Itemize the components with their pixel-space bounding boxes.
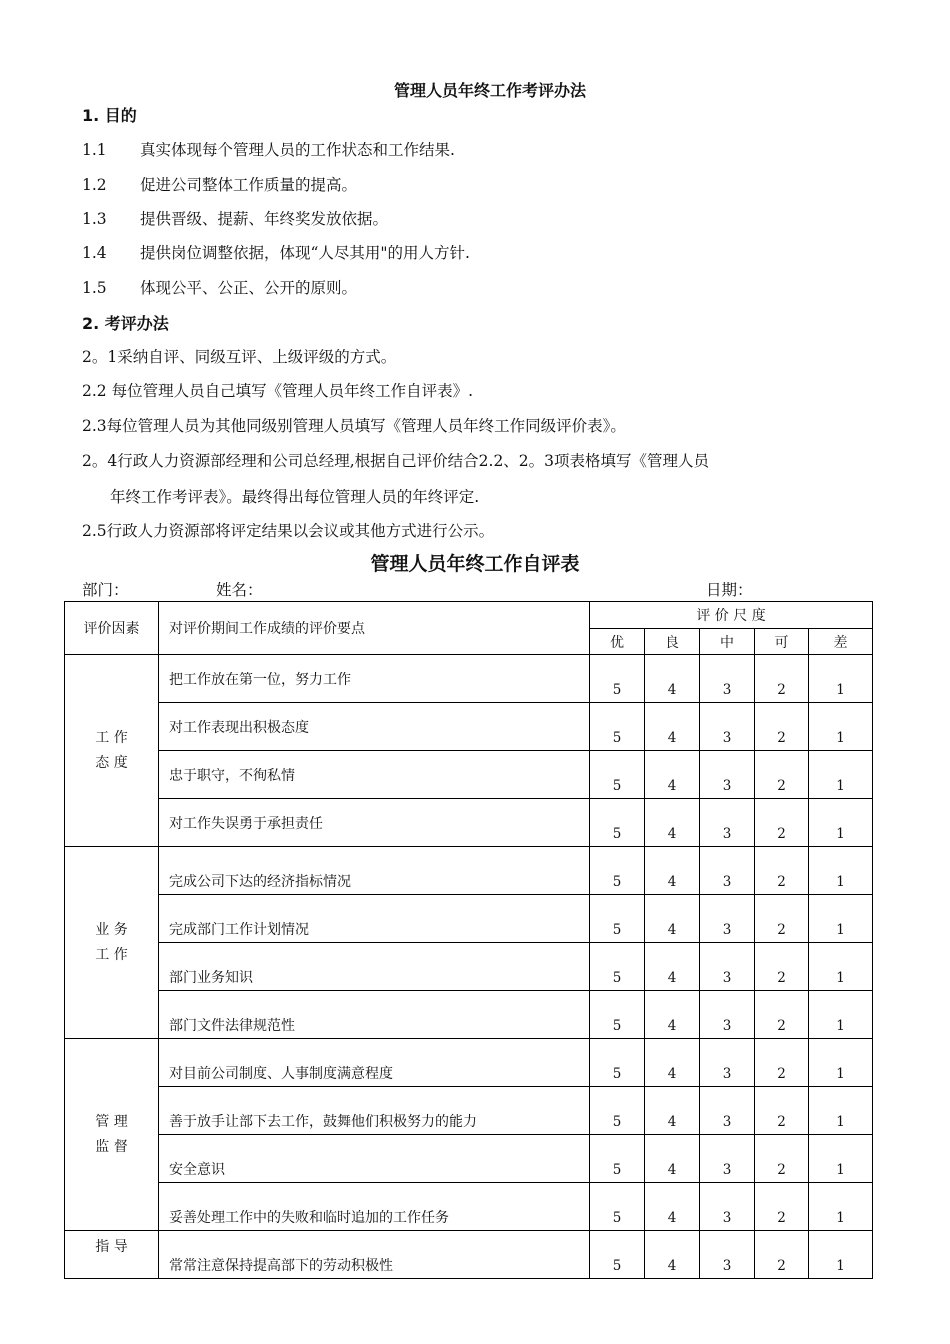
score-option[interactable]: 2 <box>755 1183 809 1231</box>
score-option[interactable]: 5 <box>590 703 645 751</box>
evaluation-point-text: 完成部门工作计划情况 <box>169 922 309 938</box>
score-option[interactable]: 3 <box>700 943 755 991</box>
score-option[interactable]: 5 <box>590 1183 645 1231</box>
evaluation-point <box>159 847 590 895</box>
evaluation-point <box>159 1039 590 1087</box>
evaluation-point-text: 对目前公司制度、人事制度满意程度 <box>169 1066 393 1082</box>
evaluation-point <box>159 991 590 1039</box>
score-option[interactable]: 4 <box>645 799 700 847</box>
grade-excellent: 优 <box>590 629 645 655</box>
score-option[interactable]: 4 <box>645 1135 700 1183</box>
factor-label: 指 导 <box>95 1239 128 1255</box>
score-option[interactable]: 3 <box>700 895 755 943</box>
score-option[interactable]: 3 <box>700 991 755 1039</box>
score-option[interactable]: 3 <box>700 703 755 751</box>
score-option[interactable]: 1 <box>809 1183 873 1231</box>
evaluation-point-text: 部门文件法律规范性 <box>169 1018 295 1034</box>
table-row <box>65 655 873 703</box>
form-title: 管理人员年终工作自评表 <box>370 553 580 575</box>
factor-label: 工 作 <box>95 946 128 963</box>
evaluation-point <box>159 655 590 703</box>
evaluation-point-text: 部门业务知识 <box>169 970 253 986</box>
section1-item: 1.1 真实体现每个管理人员的工作状态和工作结果. <box>82 141 455 159</box>
self-evaluation-table <box>64 601 873 1279</box>
factor-label: 态 度 <box>95 754 128 771</box>
score-option[interactable]: 3 <box>700 751 755 799</box>
evaluation-point <box>159 751 590 799</box>
score-option[interactable]: 2 <box>755 943 809 991</box>
evaluation-point-text: 善于放手让部下去工作，鼓舞他们积极努力的能力 <box>169 1114 477 1130</box>
score-option[interactable]: 4 <box>645 1183 700 1231</box>
score-option[interactable]: 5 <box>590 751 645 799</box>
score-option[interactable]: 4 <box>645 943 700 991</box>
table-row <box>65 1135 873 1183</box>
score-option[interactable]: 4 <box>645 1087 700 1135</box>
score-option[interactable]: 5 <box>590 655 645 703</box>
grade-fair: 可 <box>755 629 809 655</box>
score-option[interactable]: 2 <box>755 895 809 943</box>
dept-label: 部门： <box>82 581 129 599</box>
score-option[interactable]: 2 <box>755 751 809 799</box>
table-row <box>65 703 873 751</box>
factor-label: 管 理 <box>95 1113 128 1130</box>
evaluation-point-text: 对工作表现出积极态度 <box>169 720 309 736</box>
score-option[interactable]: 2 <box>755 703 809 751</box>
score-option[interactable]: 2 <box>755 799 809 847</box>
score-option[interactable]: 4 <box>645 1231 700 1279</box>
score-option[interactable]: 4 <box>645 991 700 1039</box>
evaluation-point-text: 忠于职守，不徇私情 <box>169 768 295 784</box>
score-option[interactable]: 2 <box>755 991 809 1039</box>
evaluation-point <box>159 799 590 847</box>
score-option[interactable]: 2 <box>755 1039 809 1087</box>
score-option[interactable]: 2 <box>755 1135 809 1183</box>
score-option[interactable]: 2 <box>755 847 809 895</box>
score-option[interactable]: 3 <box>700 799 755 847</box>
table-row <box>65 799 873 847</box>
evaluation-point <box>159 943 590 991</box>
section1-item: 1.4 提供岗位调整依据，体现“人尽其用"的用人方针. <box>82 244 470 262</box>
section2-item: 2。1采纳自评、同级互评、上级评级的方式。 <box>82 348 397 366</box>
score-option[interactable]: 4 <box>645 847 700 895</box>
score-option[interactable]: 3 <box>700 1231 755 1279</box>
section1-item: 1.3 提供晋级、提薪、年终奖发放依据。 <box>82 210 389 228</box>
score-option[interactable]: 2 <box>755 655 809 703</box>
score-option[interactable]: 4 <box>645 895 700 943</box>
score-option[interactable]: 1 <box>809 895 873 943</box>
score-option[interactable]: 1 <box>809 1087 873 1135</box>
section1-item: 1.5 体现公平、公正、公开的原则。 <box>82 279 358 297</box>
name-label: 姓名： <box>216 581 263 599</box>
score-option[interactable]: 4 <box>645 655 700 703</box>
table-row <box>65 991 873 1039</box>
factor-cell <box>65 655 159 847</box>
section1-item: 1.2 促进公司整体工作质量的提高。 <box>82 176 358 194</box>
evaluation-point <box>159 1183 590 1231</box>
section1-heading: 1. 目的 <box>82 106 137 125</box>
factor-label: 监 督 <box>95 1138 128 1155</box>
section2-item: 2.5行政人力资源部将评定结果以会议或其他方式进行公示。 <box>82 522 495 540</box>
score-option[interactable]: 2 <box>755 1087 809 1135</box>
score-option[interactable]: 4 <box>645 751 700 799</box>
table-row <box>65 847 873 895</box>
section2-item: 2.2 每位管理人员自己填写《管理人员年终工作自评表》. <box>82 382 474 400</box>
evaluation-point <box>159 1087 590 1135</box>
score-option[interactable]: 3 <box>700 1183 755 1231</box>
score-option[interactable]: 5 <box>590 847 645 895</box>
score-option[interactable]: 5 <box>590 1135 645 1183</box>
evaluation-point-text: 把工作放在第一位，努力工作 <box>169 672 351 688</box>
evaluation-point-text: 妥善处理工作中的失败和临时追加的工作任务 <box>169 1210 449 1226</box>
score-option[interactable]: 1 <box>809 703 873 751</box>
score-option[interactable]: 1 <box>809 943 873 991</box>
table-row <box>65 751 873 799</box>
score-option[interactable]: 5 <box>590 1087 645 1135</box>
header-scale: 评 价 尺 度 <box>590 602 873 629</box>
factor-cell <box>65 847 159 1039</box>
score-option[interactable]: 3 <box>700 1039 755 1087</box>
score-option[interactable]: 1 <box>809 847 873 895</box>
table-row <box>65 1087 873 1135</box>
document-title: 管理人员年终工作考评办法 <box>393 81 586 100</box>
table-row <box>65 1231 873 1279</box>
score-option[interactable]: 3 <box>700 1135 755 1183</box>
table-row <box>65 943 873 991</box>
evaluation-point-text: 完成公司下达的经济指标情况 <box>169 874 351 890</box>
score-option[interactable]: 2 <box>755 1231 809 1279</box>
score-option[interactable]: 5 <box>590 943 645 991</box>
score-option[interactable]: 1 <box>809 1231 873 1279</box>
grade-average: 中 <box>700 629 755 655</box>
evaluation-point-text: 常常注意保持提高部下的劳动积极性 <box>169 1258 393 1274</box>
evaluation-point-text: 安全意识 <box>169 1162 225 1178</box>
table-row <box>65 1183 873 1231</box>
section2-heading: 2. 考评办法 <box>82 314 169 333</box>
score-option[interactable]: 1 <box>809 655 873 703</box>
score-option[interactable]: 3 <box>700 847 755 895</box>
date-label: 日期： <box>706 581 753 599</box>
evaluation-point <box>159 1231 590 1279</box>
score-option[interactable]: 5 <box>590 1039 645 1087</box>
score-option[interactable]: 4 <box>645 1039 700 1087</box>
score-option[interactable]: 1 <box>809 1135 873 1183</box>
score-option[interactable]: 1 <box>809 1039 873 1087</box>
evaluation-point <box>159 895 590 943</box>
factor-cell <box>65 1039 159 1231</box>
score-option[interactable]: 1 <box>809 751 873 799</box>
score-option[interactable]: 5 <box>590 991 645 1039</box>
section2-item: 2.3每位管理人员为其他同级别管理人员填写《管理人员年终工作同级评价表》。 <box>82 417 626 435</box>
grade-good: 良 <box>645 629 700 655</box>
header-factor: 评价因素 <box>65 602 159 655</box>
section2-item-continuation: 年终工作考评表》。最终得出每位管理人员的年终评定. <box>110 488 480 506</box>
score-option[interactable]: 1 <box>809 799 873 847</box>
header-points: 对评价期间工作成绩的评价要点 <box>159 602 590 655</box>
factor-cell <box>65 1231 159 1279</box>
score-option[interactable]: 4 <box>645 703 700 751</box>
factor-label: 工 作 <box>95 729 128 746</box>
score-option[interactable]: 3 <box>700 655 755 703</box>
score-option[interactable]: 1 <box>809 991 873 1039</box>
evaluation-point <box>159 1135 590 1183</box>
grade-poor: 差 <box>809 629 873 655</box>
evaluation-point-text: 对工作失误勇于承担责任 <box>169 816 323 832</box>
score-option[interactable]: 5 <box>590 895 645 943</box>
score-option[interactable]: 5 <box>590 799 645 847</box>
table-row <box>65 1039 873 1087</box>
table-row <box>65 895 873 943</box>
score-option[interactable]: 3 <box>700 1087 755 1135</box>
evaluation-point <box>159 703 590 751</box>
factor-label: 业 务 <box>95 921 128 938</box>
section2-item: 2。4行政人力资源部经理和公司总经理,根据自己评价结合2.2、2。3项表格填写《管理人员 <box>82 452 710 470</box>
score-option[interactable]: 5 <box>590 1231 645 1279</box>
